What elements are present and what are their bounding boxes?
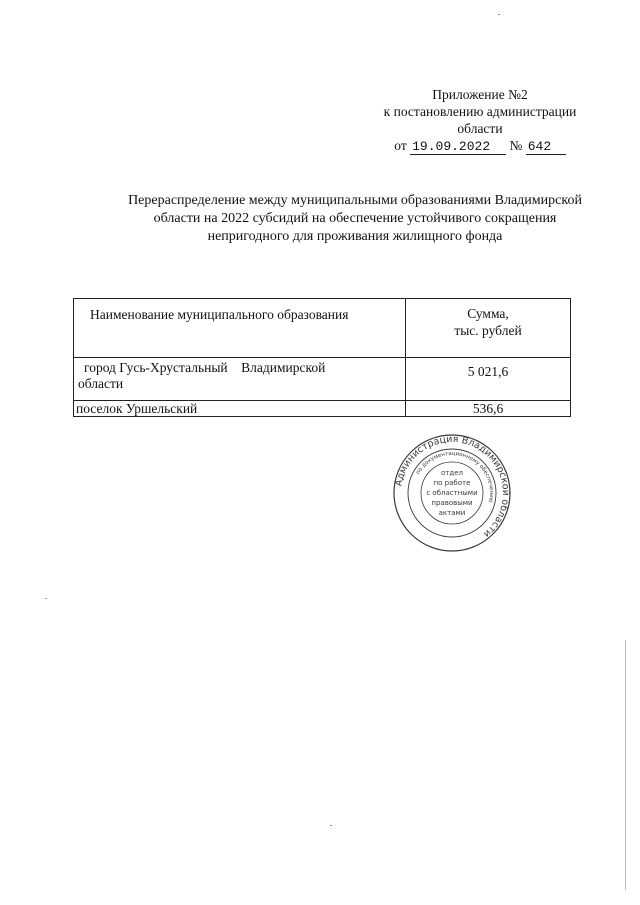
scan-speck bbox=[330, 825, 332, 826]
stamp-center-line: отдел bbox=[441, 469, 463, 477]
header-sum-label: Сумма, bbox=[467, 306, 509, 321]
appendix-number: Приложение №2 bbox=[432, 87, 528, 102]
stamp-outer-text: Администрация Владимирской области bbox=[393, 433, 512, 540]
row-name-line-1: город Гусь-Хрустальный Владимирской bbox=[84, 360, 326, 375]
header-sum-unit: тыс. рублей bbox=[454, 323, 522, 338]
decree-date: 19.09.2022 bbox=[410, 140, 506, 155]
stamp-center-line: правовыми bbox=[431, 499, 473, 507]
scan-margin-line bbox=[625, 640, 626, 890]
scan-speck bbox=[498, 14, 500, 15]
date-prefix: от bbox=[394, 138, 407, 153]
subsidy-table bbox=[73, 298, 571, 417]
appendix-reference-cont: области bbox=[457, 121, 503, 136]
appendix-reference: к постановлению администрации bbox=[383, 104, 577, 119]
official-stamp bbox=[392, 433, 512, 553]
stamp-center-line: по работе bbox=[433, 479, 471, 487]
title-line-1: Перераспределение между муниципальными образованиями Владимирской bbox=[128, 193, 582, 208]
table-header-row bbox=[74, 299, 571, 358]
row-sum-cell: 536,6 bbox=[406, 401, 571, 417]
row-sum-cell: 5 021,6 bbox=[406, 358, 571, 401]
decree-number: 642 bbox=[526, 140, 566, 155]
stamp-inner-text: по документационному обеспечению bbox=[415, 450, 495, 503]
table-row bbox=[74, 358, 571, 401]
header-sum-cell bbox=[406, 299, 571, 358]
title-line-2: области на 2022 субсидий на обеспечение устойчивого сокращения bbox=[153, 211, 557, 226]
appendix-header bbox=[330, 86, 630, 155]
row-name-cell bbox=[74, 358, 406, 401]
number-prefix: № bbox=[509, 138, 523, 153]
row-name-line-2: области bbox=[78, 376, 124, 391]
header-name-cell: Наименование муниципального образования bbox=[74, 299, 406, 358]
decree-date-line bbox=[330, 137, 630, 155]
stamp-center-line: с областными bbox=[426, 489, 478, 497]
title-line-3: непригодного для проживания жилищного фонда bbox=[207, 229, 503, 244]
stamp-center-line: актами bbox=[438, 509, 466, 517]
row-name-cell: поселок Уршельский bbox=[74, 401, 406, 417]
scan-speck bbox=[45, 598, 47, 599]
document-title bbox=[60, 192, 640, 246]
table-row bbox=[74, 401, 571, 417]
